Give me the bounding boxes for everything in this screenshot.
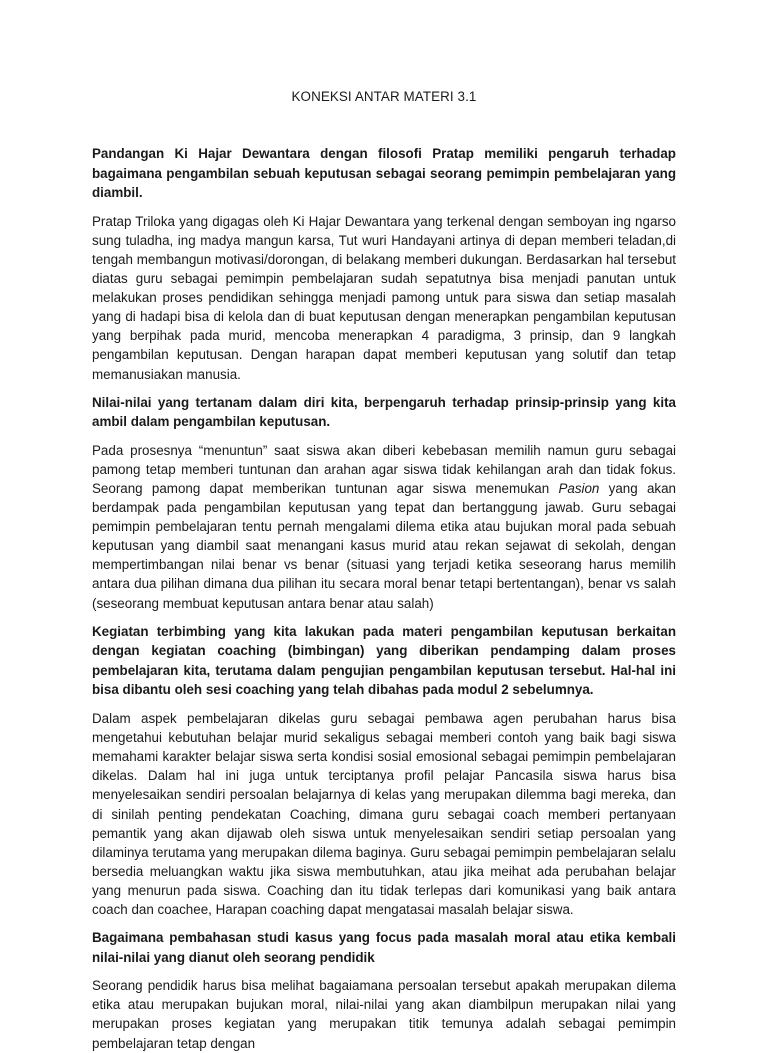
paragraph-text: yang akan berdampak pada pengambilan keputusan yang tepat dan bertanggung jawab. Guru sebagai pemimpin pembelajaran tentu pernah mengalami dilema etika atau bujukan moral pada sebuah keputusan yang diambil saat menangani kasus murid atau rekan sejawat di sekolah, dengan mempertimbangan nilai benar vs benar (situasi yang terjadi ketika seseorang harus memilih antara dua pilihan dimana dua pilihan itu secara moral benar tetapi bertentangan), benar vs salah (seseorang membuat keputusan antara benar atau salah)	[92, 481, 676, 611]
page-title: KONEKSI ANTAR MATERI 3.1	[291, 89, 477, 104]
section-paragraph-3: Dalam aspek pembelajaran dikelas guru sebagai pembawa agen perubahan harus bisa mengetahui kebutuhan belajar murid sekaligus sebagai memberi contoh yang baik bagi siswa memahami karakter belajar siswa serta kondisi sosial emosional sebagai pemimpin pembelajaran dikelas. Dalam hal ini juga untuk terciptanya profil pelajar Pancasila siswa harus bisa menyelesaikan sendiri persoalan belajarnya di kelas yang merupakan dilemma bagi mereka, dan di sinilah penting pendekatan Coaching, dimana guru sebagai coach memberi pertanyaan pemantik yang akan dijawab oleh siswa untuk menyelesaikan sendiri setiap persoalan yang dilaminya terutama yang merupakan dilema baginya. Guru sebagai pemimpin pembelajaran selalu bersedia meluangkan waktu jika siswa membutuhkan, atau jika meihat ada perubahan belajar yang menurun pada siswa. Coaching dan itu tidak terlepas dari komunikasi yang baik antara coach dan coachee, Harapan coaching dapat mengatasai masalah belajar siswa.	[92, 711, 676, 917]
section-heading-1: Pandangan Ki Hajar Dewantara dengan filosofi Pratap memiliki pengaruh terhadap bagaimana pengambilan sebuah keputusan sebagai seorang pemimpin pembelajaran yang diambil.	[92, 146, 676, 201]
section-paragraph-1: Pratap Triloka yang digagas oleh Ki Hajar Dewantara yang terkenal dengan semboyan ing ngarso sung tuladha, ing madya mangun karsa, Tut wuri Handayani artinya di depan memberi teladan,di tengah membangun motivasi/dorongan, di belakang memberi dukungan. Berdasarkan hal tersebut diatas guru sebagai pemimpin pembelajaran sudah sepatutnya bisa menjadi panutan untuk melakukan proses pendidikan sehingga menjadi pamong untuk para siswa dan setiap masalah yang di hadapi bisa di kelola dan di buat keputusan dengan menerapkan pengambilan keputusan yang berpihak pada murid, mencoba menerapkan 4 paradigma, 3 prinsip, dan 9 langkah pengambilan keputusan. Dengan harapan dapat memberi keputusan yang solutif dan tetap memanusiakan manusia.	[92, 213, 676, 382]
section-heading-4: Bagaimana pembahasan studi kasus yang focus pada masalah moral atau etika kembali nilai-nilai yang dianut oleh seorang pendidik	[92, 930, 676, 965]
section-heading-2: Nilai-nilai yang tertanam dalam diri kita, berpengaruh terhadap prinsip-prinsip yang kita ambil dalam pengambilan keputusan.	[92, 394, 676, 430]
section-heading-3: Kegiatan terbimbing yang kita lakukan pada materi pengambilan keputusan berkaitan dengan kegiatan coaching (bimbingan) yang diberikan pendamping dalam proses pembelajaran kita, terutama dalam pengujian pengambilan keputusan tersebut. Hal-hal ini bisa dibantu oleh sesi coaching yang telah dibahas pada modul 2 sebelumnya.	[92, 623, 676, 698]
section-paragraph-2	[92, 441, 676, 613]
section-paragraph-4: Seorang pendidik harus bisa melihat bagaiamana persoalan tersebut apakah merupakan dilema etika atau merupakan bujukan moral, nilai-nilai yang akan diambilpun merupakan nilai yang merupakan proses kegiatan yang merupakan titik temunya adalah sebagai pemimpin pembelajaran tetap dengan	[92, 978, 676, 1051]
paragraph-text: Pada prosesnya “menuntun” saat siswa akan diberi kebebasan memilih namun guru sebagai pamong tetap memberi tuntunan dan arahan agar siswa tidak kehilangan arah dan tidak fokus. Seorang pamong dapat memberikan tuntunan agar siswa menemukan	[92, 442, 676, 496]
italic-term: Pasion	[558, 481, 600, 496]
